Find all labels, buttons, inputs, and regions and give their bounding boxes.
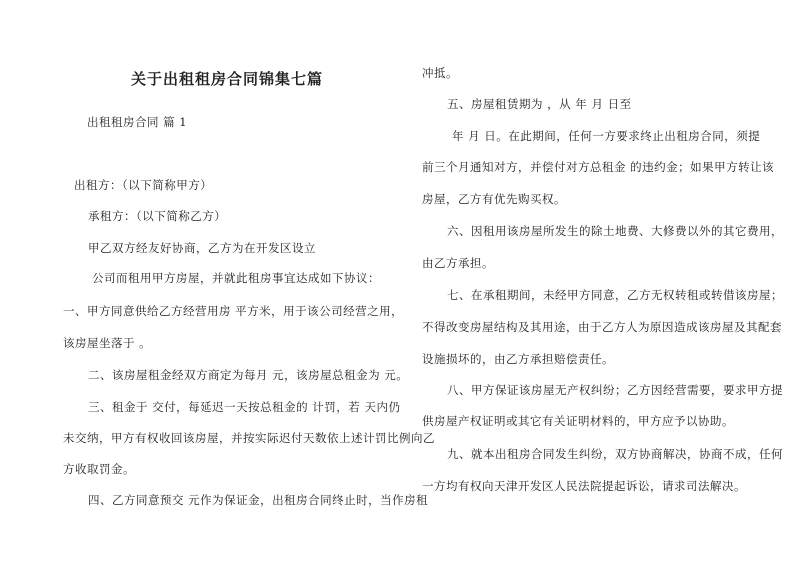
text-line: 七、在承租期间，未经甲方同意，乙方无权转租或转借该房屋； [447, 288, 783, 302]
text-line: 承租方：（以下简称乙方） [88, 209, 227, 223]
text-line: 九、就本出租房合同发生纠纷，双方协商解决，协商不成，任何 [447, 447, 783, 461]
text-line: 房屋，乙方有优先购买权。 [422, 192, 566, 206]
text-line: 出租方：（以下简称甲方） [74, 178, 213, 192]
text-line: 供房屋产权证明或其它有关证明材料的，甲方应予以协助。 [422, 414, 734, 428]
text-line: 设施损坏的，由乙方承担赔偿责任。 [422, 352, 614, 366]
text-line: 五、房屋租赁期为 ，从 年 月 日至 [447, 97, 632, 111]
text-line: 该房屋坐落于 。 [63, 336, 152, 350]
text-line: 甲乙双方经友好协商，乙方为在开发区设立 [88, 241, 316, 255]
text-line: 不得改变房屋结构及其用途，由于乙方人为原因造成该房屋及其配套 [422, 320, 782, 334]
section-heading: 出租租房合同 篇 1 [87, 115, 188, 129]
text-line: 四、乙方同意预交 元作为保证金，出租房合同终止时，当作房租 [88, 493, 429, 507]
text-line: 冲抵。 [422, 66, 458, 80]
text-line: 未交纳，甲方有权收回该房屋，并按实际迟付天数依上述计罚比例向乙 [63, 431, 435, 445]
text-line: 八、甲方保证该房屋无产权纠纷；乙方因经营需要，要求甲方提 [447, 383, 783, 397]
text-line: 六、因租用该房屋所发生的除土地费、大修费以外的其它费用， [447, 224, 783, 238]
text-line: 一、甲方同意供给乙方经营用房 平方米，用于该公司经营之用， [63, 304, 404, 318]
page-title: 关于出租租房合同锦集七篇 [131, 70, 324, 88]
text-line: 前三个月通知对方，并偿付对方总租金 的违约金；如果甲方转让该 [422, 160, 775, 174]
text-line: 一方均有权向天津开发区人民法院提起诉讼，请求司法解决。 [422, 479, 746, 493]
text-line: 由乙方承担。 [422, 256, 494, 270]
text-line: 三、租金于 交付，每延迟一天按总租金的 计罚，若 天内仍 [88, 400, 401, 414]
text-line: 方收取罚金。 [63, 462, 135, 476]
text-line: 二、该房屋租金经双方商定为每月 元，该房屋总租金为 元。 [88, 368, 409, 382]
text-line: 公司而租用甲方房屋，并就此租房事宜达成如下协议： [92, 271, 380, 285]
text-line: 年 月 日。在此期间，任何一方要求终止出租房合同，须提 [452, 129, 761, 143]
